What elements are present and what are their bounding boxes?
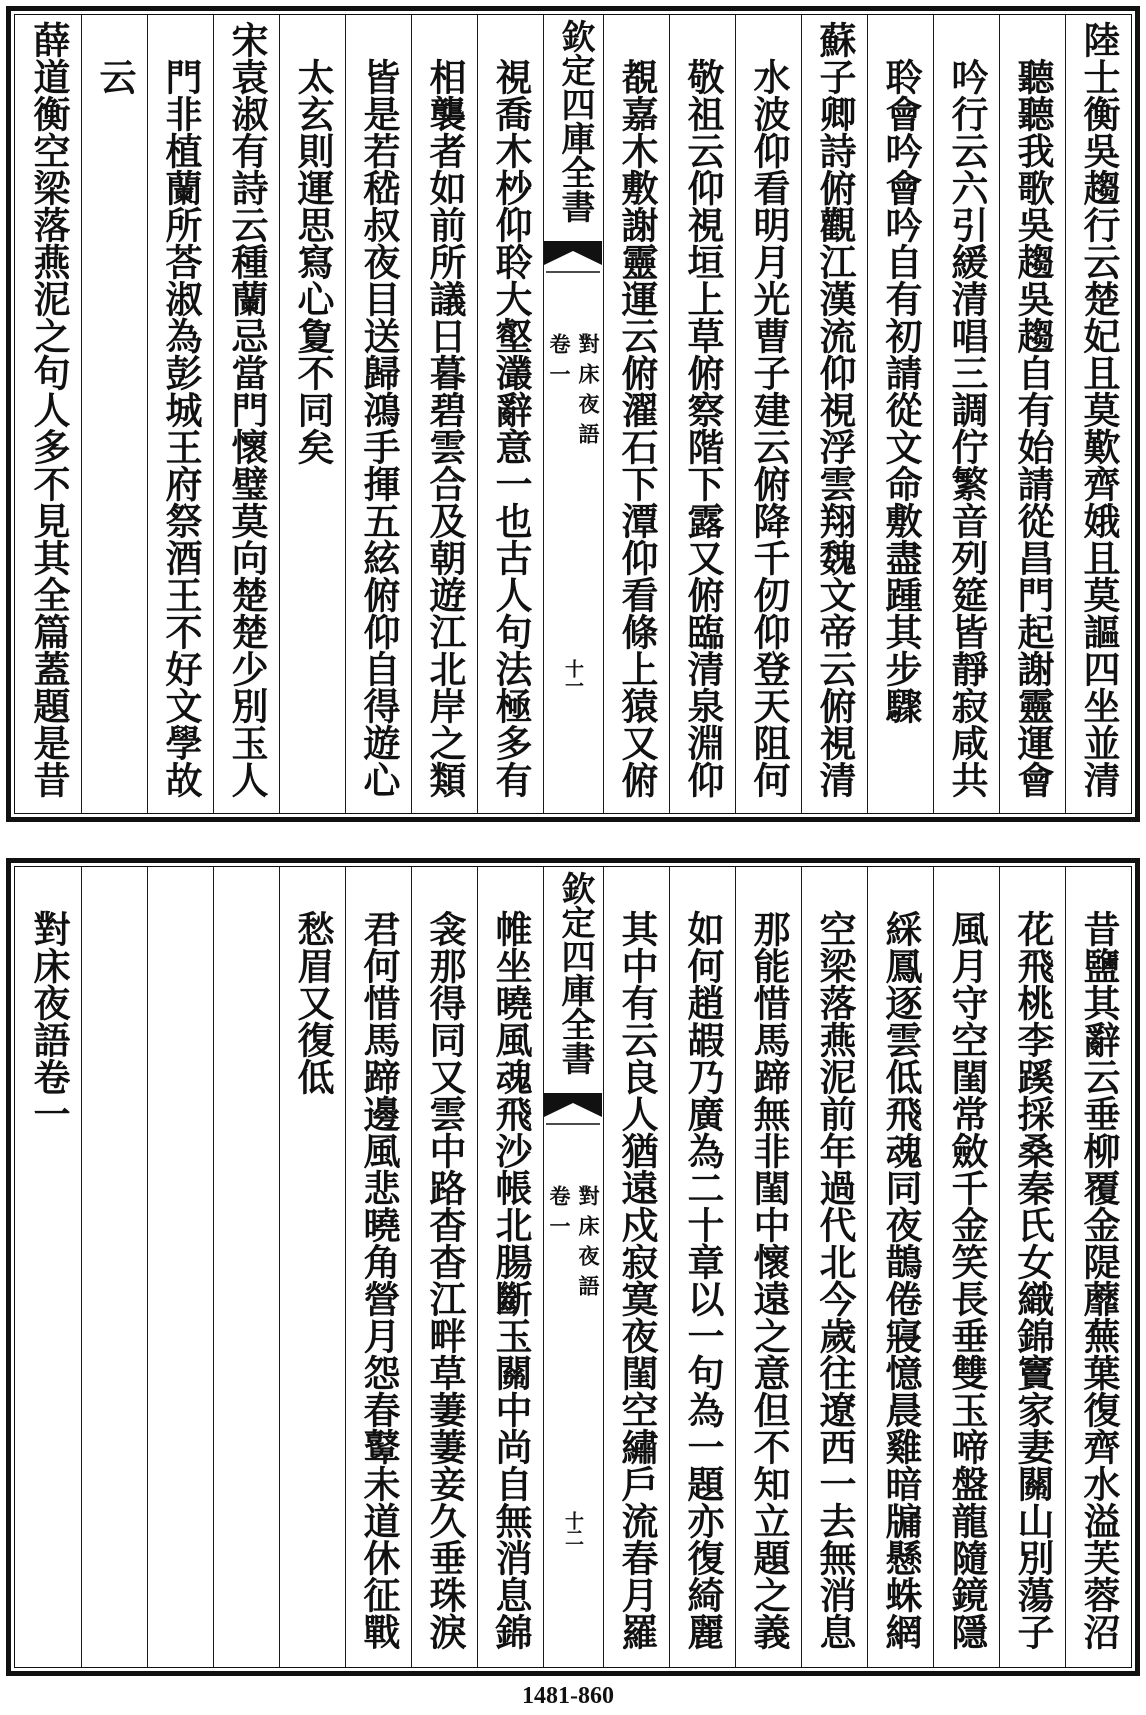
book-title: 對床夜語	[576, 333, 601, 453]
center-strip	[543, 867, 603, 1667]
text-column: 太玄則運思寫心夐不同矣	[279, 15, 345, 813]
blank-column	[147, 867, 213, 1667]
text-column: 君何惜馬蹄邊風悲曉角營月怨春鼙未道休征戰	[345, 867, 411, 1667]
fishtail-mark	[544, 1093, 602, 1129]
text-column: 空梁落燕泥前年過代北今歲往遼西一去無消息	[801, 867, 867, 1667]
text-column: 聽聽我歌吳趨吳趨自有始請從昌門起謝靈運會	[999, 15, 1065, 813]
text-column: 皆是若嵇叔夜目送歸鴻手揮五絃俯仰自得遊心	[345, 15, 411, 813]
text-column: 其中有云良人猶遠戍寂寞夜閨空繡戶流春月羅	[603, 867, 669, 1667]
center-strip	[543, 15, 603, 813]
text-column: 綵鳳逐雲低飛魂同夜鵲倦寢憶晨雞暗牖懸蛛網	[867, 867, 933, 1667]
leaf-number: 十二	[562, 1511, 584, 1545]
text-column: 蘇子卿詩俯觀江漢流仰視浮雲翔魏文帝云俯視清	[801, 15, 867, 813]
end-title-column: 對床夜語卷一	[27, 910, 71, 1132]
blank-column	[81, 867, 147, 1667]
text-column: 陸士衡吳趨行云楚妃且莫歎齊娥且莫謳四坐並清	[1065, 15, 1131, 813]
text-column: 相襲者如前所議日暮碧雲合及朝遊江北岸之類	[411, 15, 477, 813]
blank-column	[213, 867, 279, 1667]
text-column: 門非植蘭所荅淑為彭城王府祭酒王不好文學故	[147, 15, 213, 813]
page-frame-bottom	[6, 858, 1140, 1676]
text-column: 那能惜馬蹄無非閨中懷遠之意但不知立題之義	[735, 867, 801, 1667]
volume-label: 卷一	[547, 1185, 572, 1245]
text-column: 吟行云六引緩清唱三調佇繁音列筵皆靜寂咸共	[933, 15, 999, 813]
text-column: 花飛桃李蹊採桑秦氏女織錦竇家妻關山別蕩子	[999, 867, 1065, 1667]
page-frame-top	[6, 6, 1140, 822]
text-column: 水波仰看明月光曹子建云俯降千仞仰登天阻何	[735, 15, 801, 813]
text-grid	[14, 866, 1132, 1668]
collection-title: 欽定四庫全書	[555, 871, 595, 1075]
text-column: 聆會吟會吟自有初請從文命敷盡踵其步驟	[867, 15, 933, 813]
page-reference: 1481-860	[522, 1683, 614, 1709]
text-column: 昔鹽其辭云垂柳覆金隄蘼蕪葉復齊水溢芙蓉沼	[1065, 867, 1131, 1667]
text-column: 風月守空閨常斂千金笑長垂雙玉啼盤龍隨鏡隱	[933, 867, 999, 1667]
text-column: 視喬木杪仰聆大壑灇辭意一也古人句法極多有	[477, 15, 543, 813]
text-column: 宋袁淑有詩云種蘭忌當門懷璧莫向楚楚少別玉人	[213, 15, 279, 813]
text-column: 帷坐曉風魂飛沙帳北腸斷玉關中尚自無消息錦	[477, 867, 543, 1667]
book-title: 對床夜語	[576, 1185, 601, 1305]
volume-label: 卷一	[547, 333, 572, 393]
text-column: 敬祖云仰視垣上草俯察階下露又俯臨清泉淵仰	[669, 15, 735, 813]
leaf-number: 十一	[562, 659, 584, 693]
book-info	[544, 333, 603, 453]
text-column: 薛道衡空梁落燕泥之句人多不見其全篇蓋題是昔	[27, 21, 71, 798]
text-column: 衾那得同又雲中路杳杳江畔草萋萋妾久垂珠淚	[411, 867, 477, 1667]
book-info	[544, 1185, 603, 1305]
fishtail-mark	[544, 241, 602, 277]
text-grid	[14, 14, 1132, 814]
collection-title: 欽定四庫全書	[555, 19, 595, 223]
text-column: 云	[81, 15, 147, 813]
text-column: 覩嘉木敷謝靈運云俯濯石下潭仰看條上猿又俯	[603, 15, 669, 813]
text-column: 愁眉又復低	[279, 867, 345, 1667]
text-column: 如何趙嘏乃廣為二十章以一句為一題亦復綺麗	[669, 867, 735, 1667]
